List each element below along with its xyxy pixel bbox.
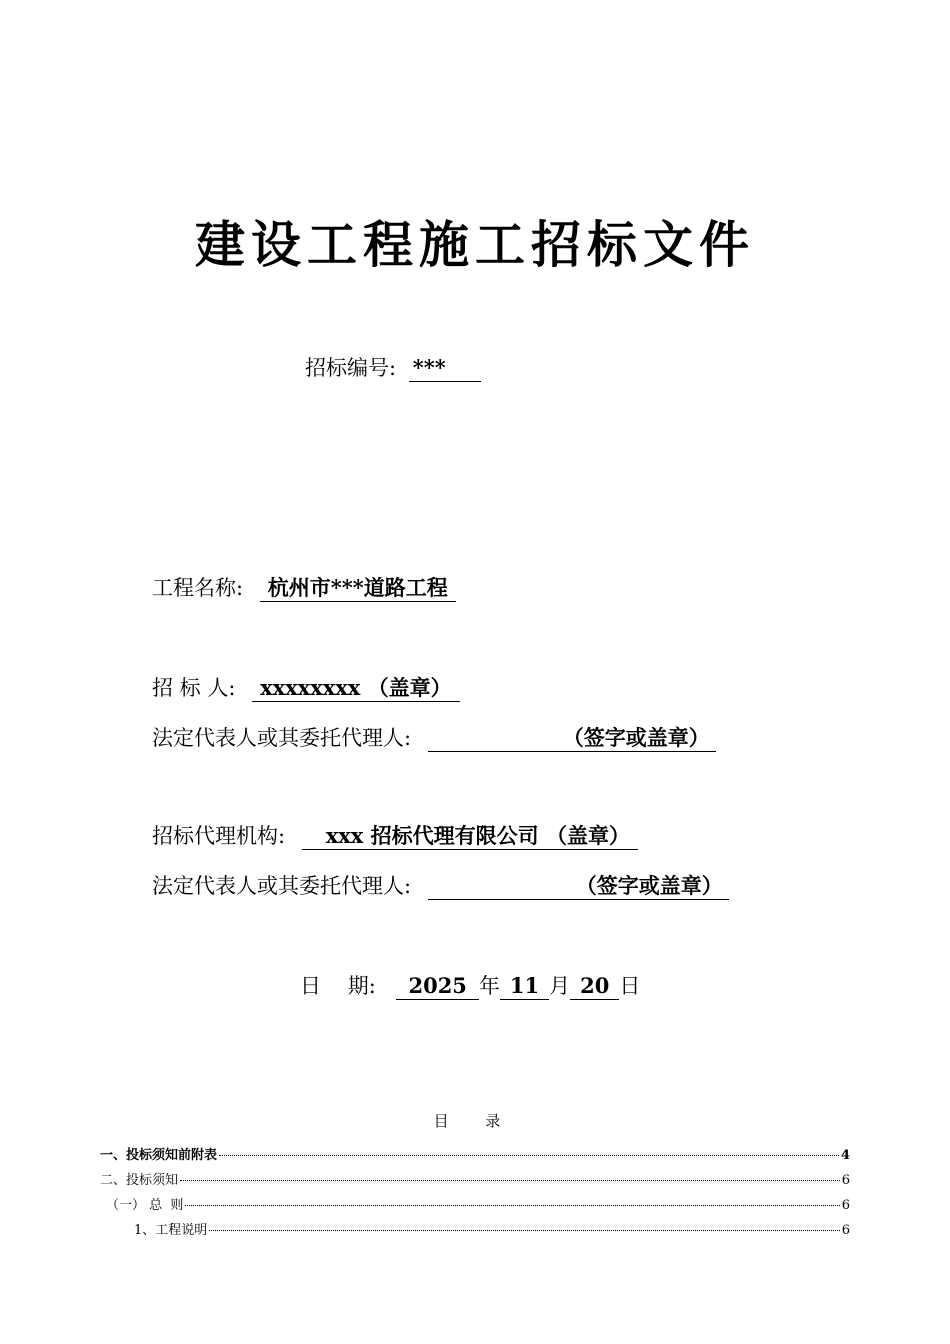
date-label: 日 期: [300,974,376,998]
date-year: 2025 [396,973,478,1000]
toc-leader [209,1230,839,1231]
toc-item[interactable] [100,1144,850,1163]
agency-rep-value: （签字或盖章） [428,873,729,900]
toc-item-page: 4 [840,1148,850,1163]
date-row [300,970,640,1000]
date-month: 11 [500,973,549,1000]
tenderer-rep-row [152,722,716,752]
agency-label: 招标代理机构: [152,824,286,848]
toc-item-page: 6 [841,1198,850,1213]
toc-item-text: 二、投标须知 [100,1173,179,1188]
agency-row [152,820,638,850]
toc-heading: 目 录 [433,1112,517,1130]
tenderer-value: xxxxxxxx （盖章） [252,675,459,702]
date-month-unit: 月 [549,974,571,998]
project-name-value: 杭州市***道路工程 [260,575,456,602]
project-name-label: 工程名称: [152,576,244,600]
tenderer-rep-value: （签字或盖章） [428,725,716,752]
toc-item-text: 1、工程说明 [134,1223,208,1238]
bid-number-row [305,352,481,382]
toc-item[interactable] [134,1219,850,1238]
agency-value: xxx 招标代理有限公司 （盖章） [302,823,638,850]
toc-leader [219,1155,839,1156]
date-day-unit: 日 [619,974,641,998]
project-name-row [152,572,456,602]
tenderer-row [152,672,460,702]
date-day: 20 [570,973,619,1000]
agency-rep-row [152,870,729,900]
bid-number-value: *** [409,355,481,382]
toc-item[interactable] [100,1169,850,1188]
tenderer-label: 招 标 人: [152,676,236,700]
date-year-unit: 年 [478,974,500,998]
toc-leader [185,1205,839,1206]
toc-leader [180,1180,840,1181]
toc-item-text: 一、投标须知前附表 [100,1148,218,1163]
toc-item-page: 6 [841,1173,850,1188]
document-title: 建设工程施工招标文件 [195,215,755,274]
toc-item[interactable] [106,1194,850,1213]
toc-item-page: 6 [841,1223,850,1238]
tenderer-rep-label: 法定代表人或其委托代理人: [152,726,412,750]
agency-rep-label: 法定代表人或其委托代理人: [152,874,412,898]
toc-item-text: （一） 总 则 [106,1198,184,1213]
bid-number-label: 招标编号: [305,356,397,380]
